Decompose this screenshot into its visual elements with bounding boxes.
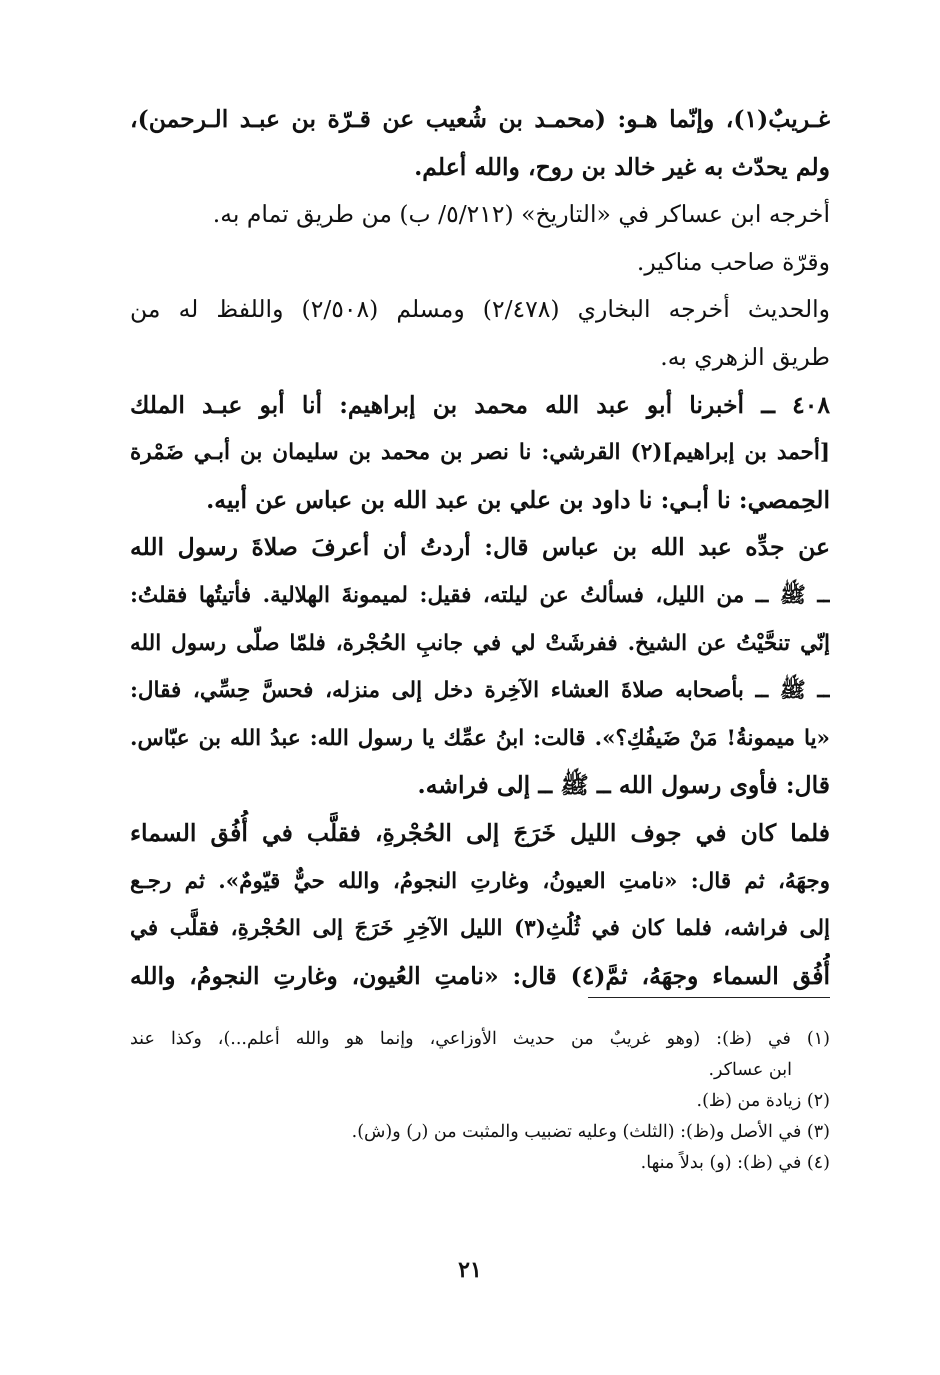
text-line: أخرجه ابن عساكر في «التاريخ» (٥/٢١٢/ ب) من طريق تمام به.	[212, 200, 830, 229]
text-line: وقرّة صاحب مناكير.	[636, 247, 830, 276]
text-line: قال: فأوى رسول الله ــ ﷺ ــ إلى فراشه.	[417, 771, 830, 800]
text-line: غـريبٌ(١)، وإنّما هـو: (محمـد بن شُعيب عن قـرّة بن عبـد الـرحمن)،	[130, 105, 830, 133]
text-line: ٤٠٨ ــ أخبرنا أبو عبد الله محمد بن إبراهيم: أنا أبو عبـد الملك	[130, 390, 830, 419]
text-line: إنّي تنحَّيْتُ عن الشيخ. ففرشَتْ لي في جانبِ الحُجْرة، فلمّا صلّى رسول الله	[130, 630, 830, 656]
text-line: الحِمصي: نا أبـي: نا داود بن علي بن عبد الله بن عباس عن أبيه.	[206, 485, 830, 514]
text-line: ــ ﷺ ــ بأصحابه صلاةَ العشاء الآخِرة دخل إلى منزله، فحسَّ حِسِّي، فقال:	[130, 678, 830, 704]
text-line: إلى فراشه، فلما كان في ثُلُثِ(٣) الليل الآخِرِ خَرَجَ إلى الحُجْرةِ، فقلَّب في	[130, 916, 830, 942]
text-line: ــ ﷺ ــ من الليل، فسألتُ عن ليلته، فقيل: لميمونةَ الهلالية. فأتيتُها فقلتُ:	[130, 582, 830, 608]
footnote-line: (١) في (ظ): (وهو غريبٌ من حديث الأوزاعي، وإنما هو والله أعلم...)، وكذا عند	[130, 1029, 830, 1049]
footnote-line: (٤) في (ظ): (و) بدلاً منها.	[640, 1153, 830, 1173]
main-text	[130, 96, 830, 1000]
text-line: وجهَهُ، ثم قال: «نامتِ العيونُ، وغارتِ النجومُ، والله حيٌّ قيّومٌ». ثم رجـع	[130, 868, 830, 894]
footnote-line: (٣) في الأصل و(ظ): (الثلث) وعليه تضبيب والمثبت من (ر) و(ش).	[351, 1122, 830, 1142]
text-line: ولم يحدّث به غير خالد بن روح، والله أعلم.	[414, 152, 830, 181]
footnotes	[130, 1024, 830, 1179]
text-line: عن جدِّه عبد الله بن عباس قال: أردتُ أن أعرفَ صلاةَ رسول الله	[130, 533, 830, 562]
text-line: [أحمد بن إبراهيم](٢) القرشي: نا نصر بن محمد بن سليمان بن أبـي ضَمْرة	[130, 440, 830, 466]
text-line: طريق الزهري به.	[660, 342, 830, 371]
footnote-divider	[588, 997, 830, 998]
footnote-line: (٢) زيادة من (ظ).	[696, 1091, 830, 1111]
page-number: ٢١	[458, 1257, 482, 1283]
text-line: والحديث أخرجه البخاري (٢/٤٧٨) ومسلم (٢/٥٠٨) واللفظ له من	[130, 295, 830, 324]
footnote-line: ابن عساكر.	[708, 1060, 792, 1080]
text-line: «يا ميمونةُ! مَنْ ضَيفُكِ؟». قالت: ابنُ عمِّك يا رسول الله: عبدُ الله بن عبّاس.	[130, 725, 830, 751]
text-line: فلما كان في جوف الليل خَرَجَ إلى الحُجْرةِ، فقلَّب في أُفُق السماء	[130, 818, 830, 847]
text-line: أُفُق السماء وجهَهُ، ثمَّ(٤) قال: «نامتِ العُيون، وغارتِ النجومُ، والله	[130, 961, 830, 990]
